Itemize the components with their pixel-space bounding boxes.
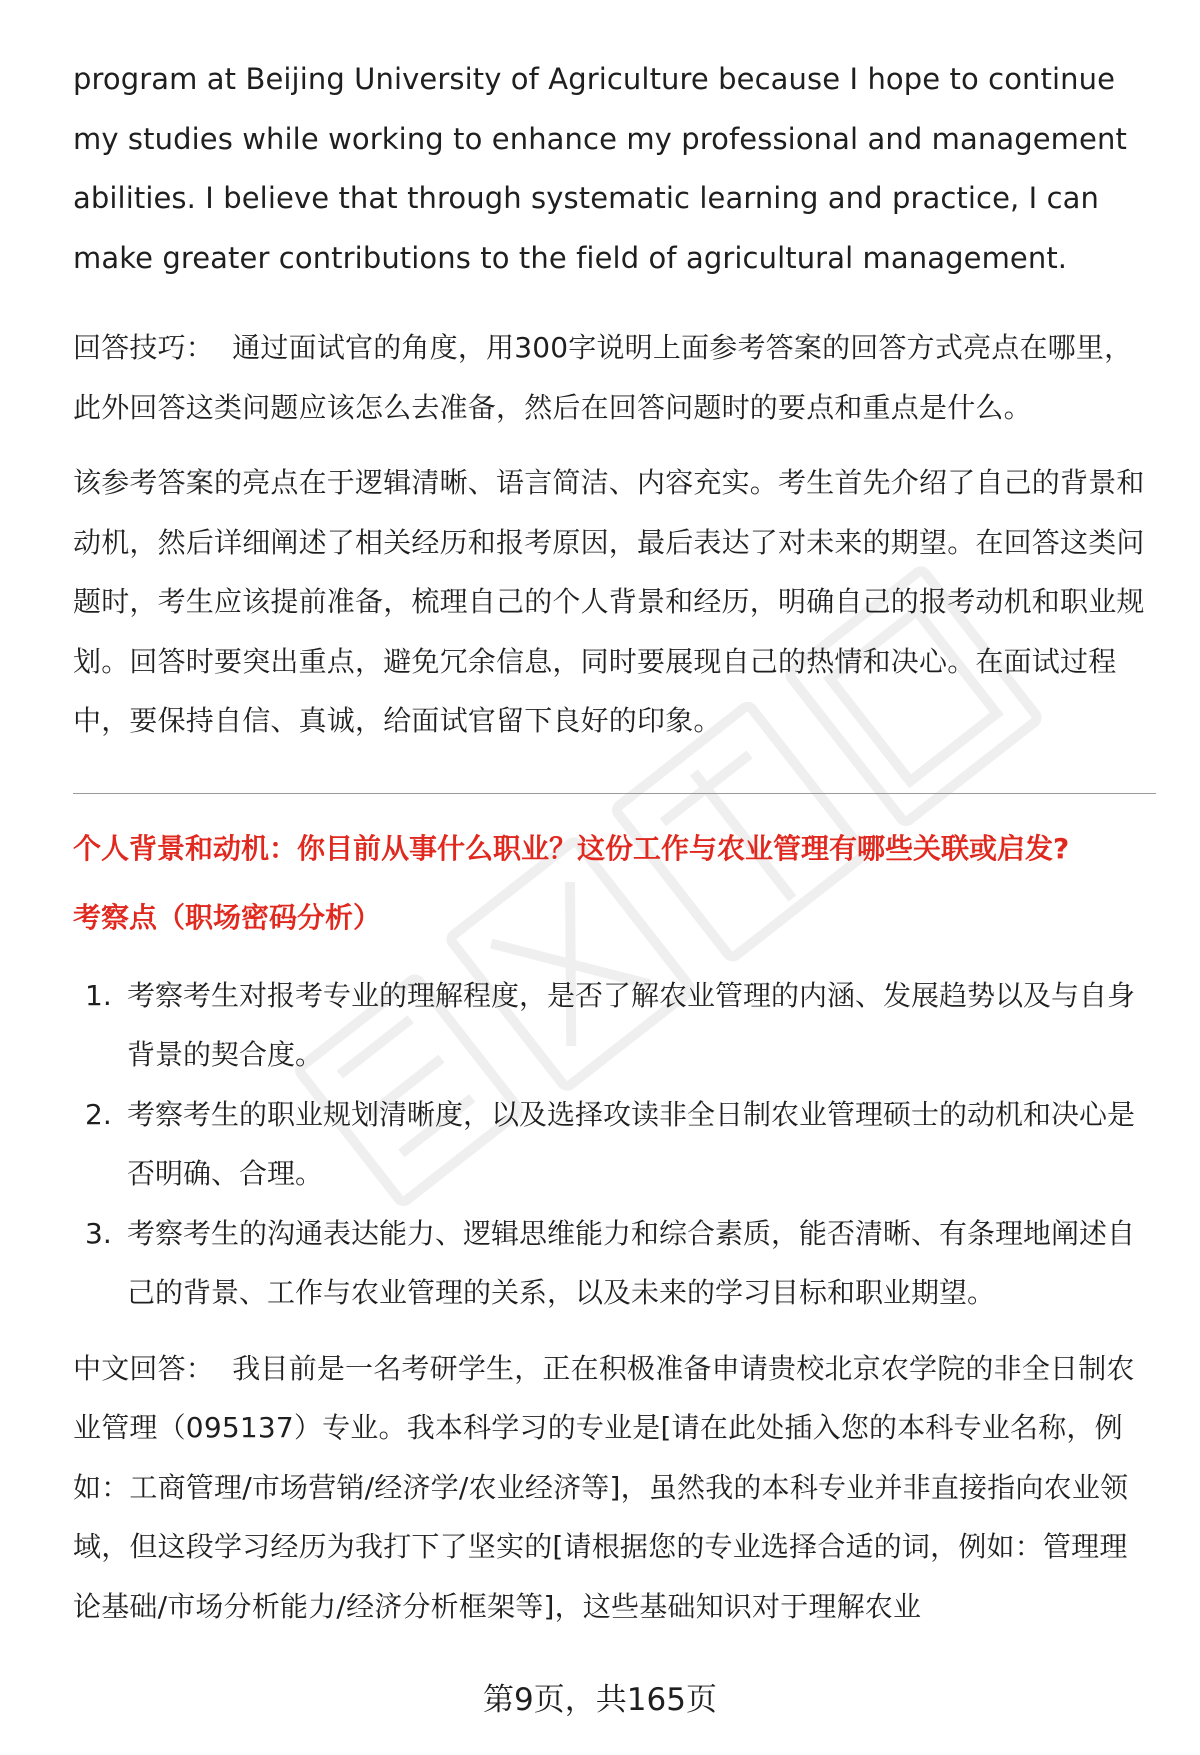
list-item-text: 考察考生对报考专业的理解程度，是否了解农业管理的内涵、发展趋势以及与自身背景的契合度。 [127, 978, 1136, 1071]
answer-tips-text: 通过面试官的角度，用300字说明上面参考答案的回答方式亮点在哪里，此外回答这类问题应该怎么去准备，然后在回答问题时的要点和重点是什么。 [73, 331, 1133, 424]
list-item [73, 1085, 1153, 1204]
list-item-number: 2. [85, 1097, 112, 1131]
question-title: 个人背景和动机：你目前从事什么职业？这份工作与农业管理有哪些关联或启发? [73, 831, 1070, 865]
list-item-text: 考察考生的沟通表达能力、逻辑思维能力和综合素质，能否清晰、有条理地阐述自己的背景、工作与农业管理的关系，以及未来的学习目标和职业期望。 [127, 1216, 1136, 1309]
answer-tips-label: 回答技巧： [73, 331, 215, 364]
chinese-answer-paragraph [73, 1339, 1153, 1637]
document-body [73, 50, 1153, 1636]
list-item-text: 考察考生的职业规划清晰度，以及选择攻读非全日制农业管理硕士的动机和决心是否明确、合理。 [127, 1097, 1136, 1190]
list-item-number: 3. [85, 1216, 112, 1250]
analysis-paragraph: 该参考答案的亮点在于逻辑清晰、语言简洁、内容充实。考生首先介绍了自己的背景和动机，然后详细阐述了相关经历和报考原因，最后表达了对未来的期望。在回答这类问题时，考生应该提前准备，梳理自己的个人背景和经历，明确自己的报考动机和职业规划。回答时要突出重点，避免冗余信息，同时要展现自己的热情和决心。在面试过程中，要保持自信、真诚，给面试官留下良好的印象。 [73, 466, 1145, 737]
list-item-number: 1. [85, 978, 112, 1012]
assessment-points-list [73, 966, 1153, 1323]
page-number-footer: 第9页，共165页 [0, 1670, 1200, 1730]
chinese-answer-text: 我目前是一名考研学生，正在积极准备申请贵校北京农学院的非全日制农业管理（095137）专业。我本科学习的专业是[请在此处插入您的本科专业名称，例如：工商管理/市场营销/经济学/农业经济等]，虽然我的本科专业并非直接指向农业领域，但这段学习经历为我打下了坚实的[请根据您的专业选择合适的词，例如：管理理论基础/市场分析能力/经济分析框架等]，这些基础知识对于理解农业 [73, 1351, 1135, 1623]
answer-tips-paragraph [73, 318, 1153, 437]
list-item [73, 1204, 1153, 1323]
english-answer-continuation: program at Beijing University of Agriculture because I hope to continue my studies while working to enhance my professional and management abilities. I believe that through systematic learning and practice, I can make greater contributions to the field of agricultural management. [73, 62, 1127, 275]
chinese-answer-label: 中文回答： [73, 1351, 215, 1385]
points-title: 考察点（职场密码分析） [73, 900, 382, 934]
section-divider [73, 793, 1156, 794]
list-item [73, 966, 1153, 1085]
